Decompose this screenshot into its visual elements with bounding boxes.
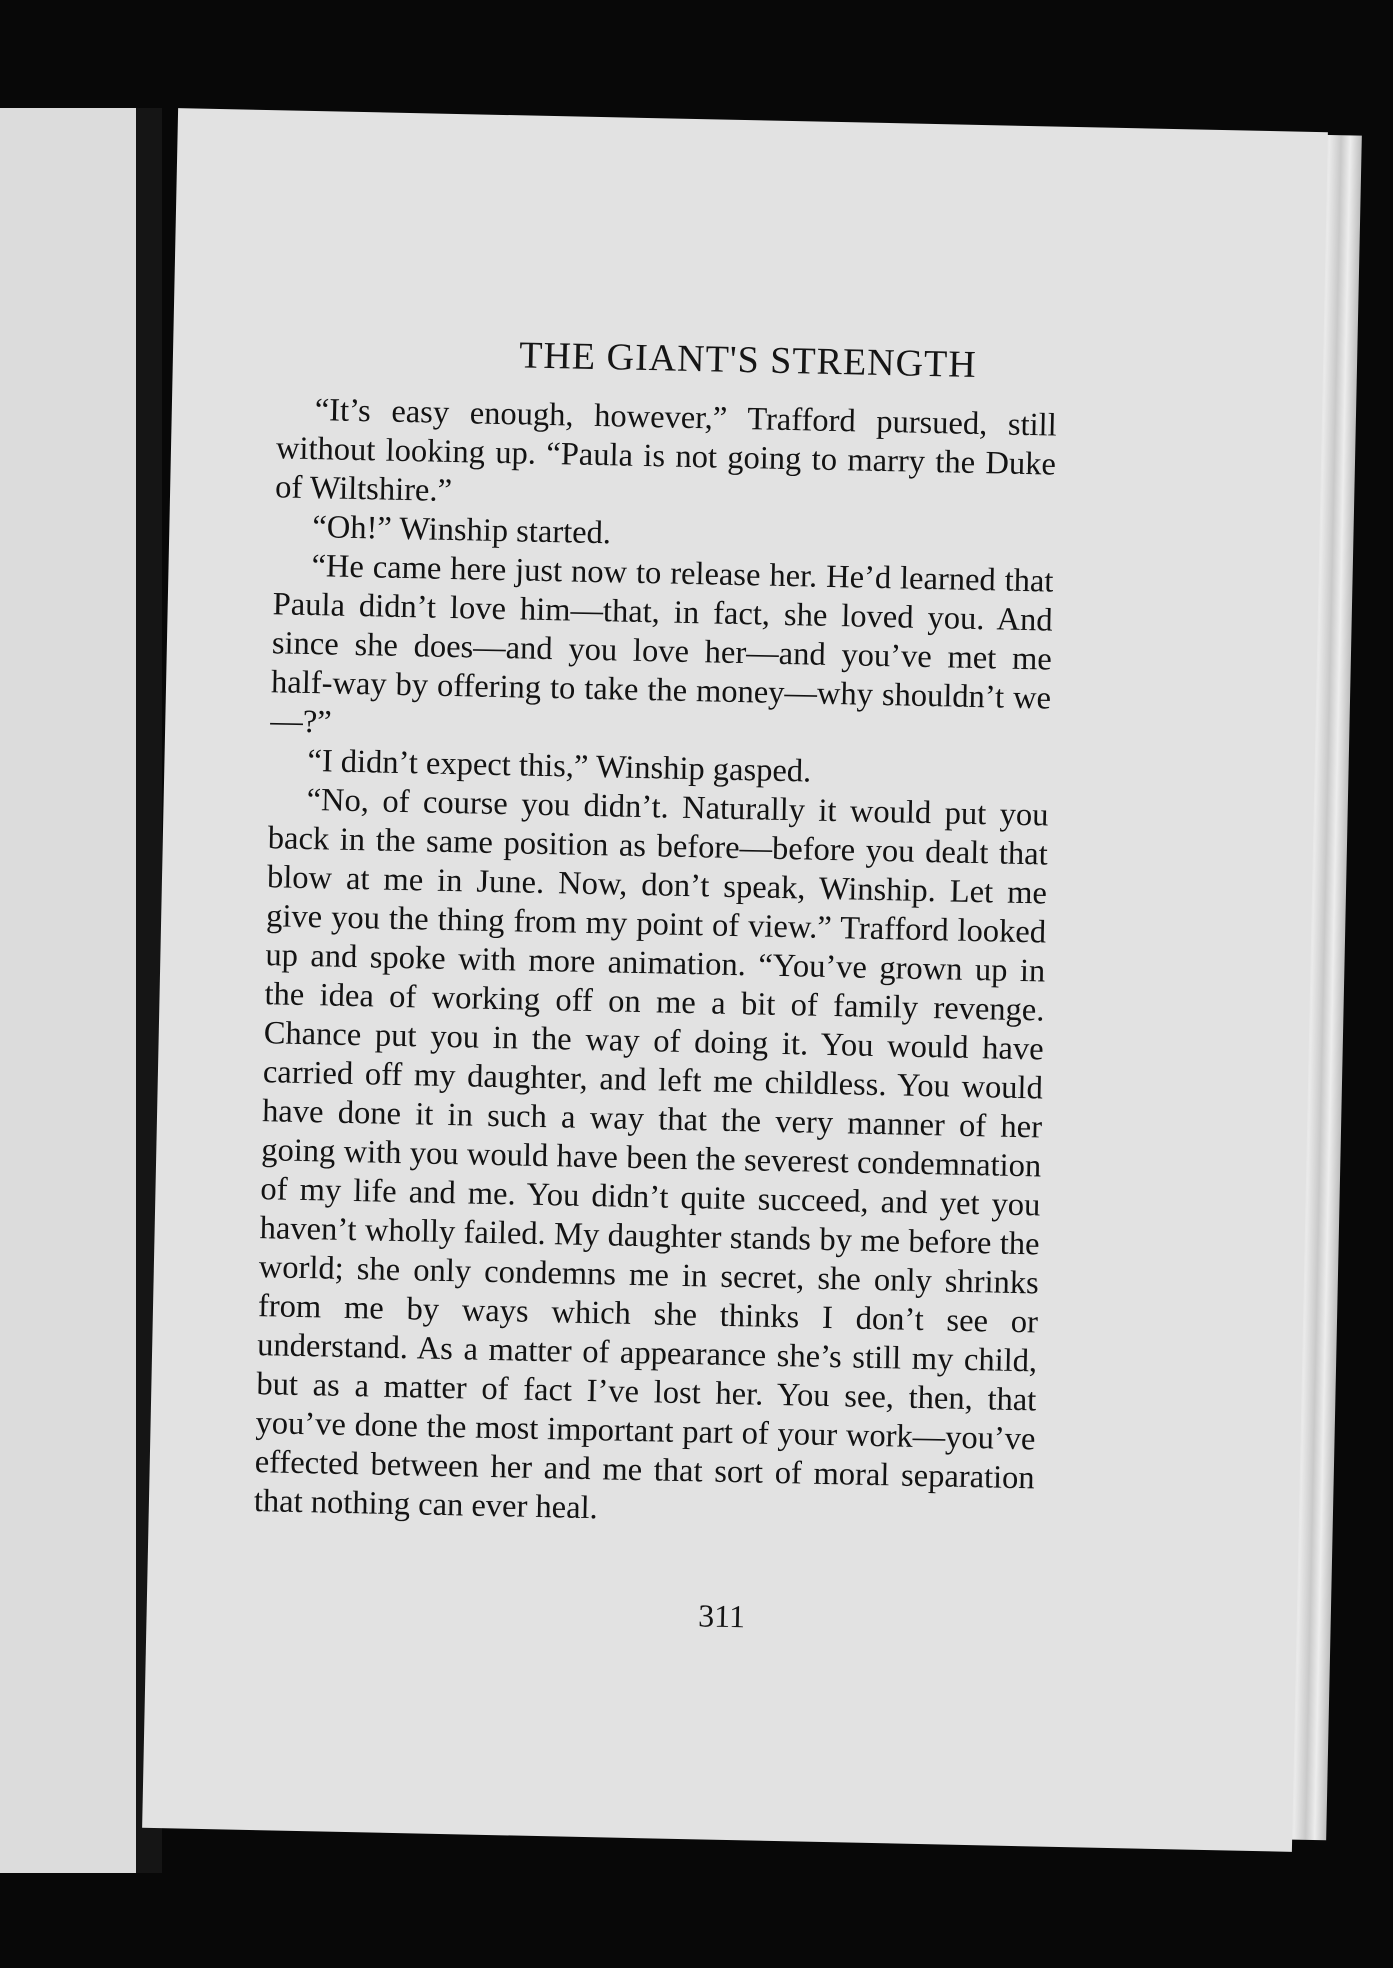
paragraph: “I didn’t expect this,” Winship gasped. [307,743,812,790]
paragraph: “It’s easy enough, however,” Trafford pursued, still without looking up. “Paula is not going to marry the Duke of Wiltshire.” [274,392,1058,509]
paragraph: “Oh!” Winship started. [312,509,612,552]
page-number: 311 [697,1597,746,1635]
book-page [142,108,1328,1852]
facing-page-edge [0,108,142,1873]
page-body [254,390,1058,1537]
paragraph: “He came here just now to release her. He’d learned that Paula didn’t love him—that, in fact, she loved you. And since she does—and you love her—and you’ve met me half-way by offering to take the money—why shouldn’t we—?” [269,548,1054,741]
paragraph: “No, of course you didn’t. Naturally it would put you back in the same position as before—before you dealt that blow at me in June. Now, don’t speak, Winship. Let me give you the thing from my point of view.” Trafford looked up and spoke with more animation. “You’ve grown up in the idea of working off on me a bit of family revenge. Chance put you in the way of doing it. You would have carried off my daughter, and left me childless. You would have done it in such a way that the very manner of her going with you would have been the severest condemnation of my life and me. You didn’t quite succeed, and yet you haven’t wholly failed. My daughter stands by me before the world; she only condemns me in secret, she only shrinks from me by ways which she thinks I don’t see or understand. As a matter of appearance she’s still my child, but as a matter of fact I’ve lost her. You see, then, that you’ve done the most important part of your work—you’ve effected between her and me that sort of moral separation that nothing can ever heal. [253,781,1049,1527]
running-head: THE GIANT'S STRENGTH [518,334,978,386]
